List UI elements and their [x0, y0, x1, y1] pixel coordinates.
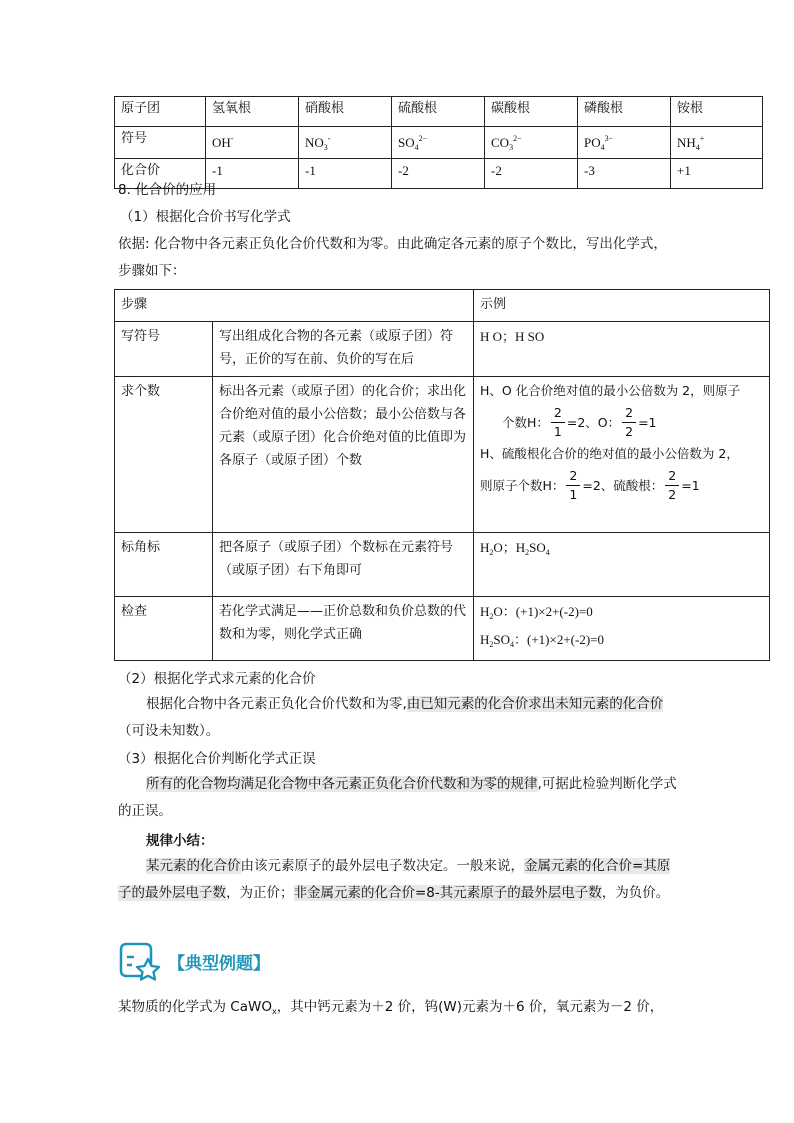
table-cell: -2	[392, 159, 485, 189]
table-row	[115, 533, 770, 597]
table-cell: 氢氧根	[206, 97, 299, 127]
table-cell: -1	[299, 159, 392, 189]
example-line: H、O 化合价绝对值的最小公倍数为 2，则原子	[480, 383, 741, 398]
check-line: $H_2SO_4$：(+1)×2+(-2)=0	[480, 632, 604, 649]
fraction: $\frac{2}{1}$	[551, 404, 565, 441]
table-cell: 硫酸根	[392, 97, 485, 127]
table-cell: -2	[485, 159, 578, 189]
table-cell: -3	[578, 159, 671, 189]
step-desc: 把各原子（或原子团）个数标在元素符号（或原子团）右下角即可	[213, 533, 474, 597]
example-heading	[118, 940, 270, 982]
symbol-po4: $PO_4^{3-}$	[578, 127, 671, 159]
table-cell: 化合价	[115, 159, 206, 189]
fraction: $\frac{2}{2}$	[665, 467, 679, 504]
table-cell: 硝酸根	[299, 97, 392, 127]
basis-text: 依据: 化合物中各元素正负化合价代数和为零。由此确定各元素的原子个数比，写出化学式，	[118, 236, 667, 252]
step-example: $H_2O$；$H_2SO_4$	[474, 533, 770, 597]
steps-table	[114, 289, 770, 661]
example-text: 某物质的化学式为 CaWO$_x$，其中钙元素为＋2 价，钨(W)元素为＋6 价，氧元素为－2 价，	[118, 999, 664, 1016]
table-row	[115, 322, 770, 377]
paragraph: 所有的化合物均满足化合物中各元素正负化合价代数和为零的规律,可据此检验判断化学式的正误。	[118, 776, 677, 819]
example-line: 则原子个数H： $\frac{2}{1}$ =2、硫酸根： $\frac{2}{2}$ =1	[480, 468, 700, 502]
symbol-nh4: $NH_4^+$	[671, 127, 763, 159]
step-label: 标角标	[115, 533, 213, 597]
symbol-co3: $CO_3^{2-}$	[485, 127, 578, 159]
fraction: $\frac{2}{2}$	[622, 404, 636, 441]
step-desc: 若化学式满足——正价总数和负价总数的代数和为零，则化学式正确	[213, 597, 474, 661]
table-row	[115, 290, 770, 322]
step-desc: 写出组成化合物的各元素（或原子团）符号，正价的写在前、负价的写在后	[213, 322, 474, 377]
step-example: H O；H SO	[474, 322, 770, 377]
step-label: 检查	[115, 597, 213, 661]
example-line: H、硫酸根化合价的绝对值的最小公倍数为 2，	[480, 446, 739, 461]
symbol-no3: $NO_3^-$	[299, 127, 392, 159]
step-example	[474, 377, 770, 533]
symbol-oh: OH-	[206, 127, 299, 159]
step-desc: 标出各元素（或原子团）的化合价；求出化合价绝对值的最小公倍数；最小公倍数与各元素（或原子团）化合价绝对值的比值即为各原子（或原子团）个数	[213, 377, 474, 533]
subsection-title: （2）根据化学式求元素的化合价	[118, 671, 316, 687]
step-label: 求个数	[115, 377, 213, 533]
step-label: 写符号	[115, 322, 213, 377]
table-row	[115, 127, 763, 159]
paragraph: 某元素的化合价由该元素原子的最外层电子数决定。一般来说，金属元素的化合价=其原子的最外层电子数，为正价；非金属元素的化合价=8-其元素原子的最外层电子数，为负价。	[118, 858, 671, 901]
header-step: 步骤	[115, 290, 474, 322]
check-line: $H_2O$：(+1)×2+(-2)=0	[480, 604, 593, 621]
steps-intro: 步骤如下：	[118, 263, 186, 279]
table-cell: 原子团	[115, 97, 206, 127]
table-cell: 磷酸根	[578, 97, 671, 127]
paragraph: 根据化合物中各元素正负化合价代数和为零,由已知元素的化合价求出未知元素的化合价（可设未知数）。	[118, 696, 664, 739]
section-title: 8. 化合价的应用	[118, 182, 217, 198]
header-example: 示例	[474, 290, 770, 322]
table-row	[115, 97, 763, 127]
table-cell: 碳酸根	[485, 97, 578, 127]
subsection-title: （3）根据化合价判断化学式正误	[118, 751, 316, 767]
ion-valence-table	[114, 96, 763, 189]
example-heading-label: 【典型例题】	[168, 953, 270, 974]
subsection-title: （1）根据化合价书写化学式	[120, 209, 291, 225]
example-line: 个数H： $\frac{2}{1}$ =2、O： $\frac{2}{2}$ =1	[502, 405, 657, 439]
step-example	[474, 597, 770, 661]
fraction: $\frac{2}{1}$	[566, 467, 580, 504]
star-card-icon	[118, 941, 162, 981]
table-row	[115, 597, 770, 661]
table-row	[115, 377, 770, 533]
rule-title: 规律小结：	[146, 833, 214, 849]
table-cell: +1	[671, 159, 763, 189]
table-cell: 铵根	[671, 97, 763, 127]
table-cell: 符号	[115, 127, 206, 159]
table-cell: -1	[206, 159, 299, 189]
symbol-so4: $SO_4^{2-}$	[392, 127, 485, 159]
